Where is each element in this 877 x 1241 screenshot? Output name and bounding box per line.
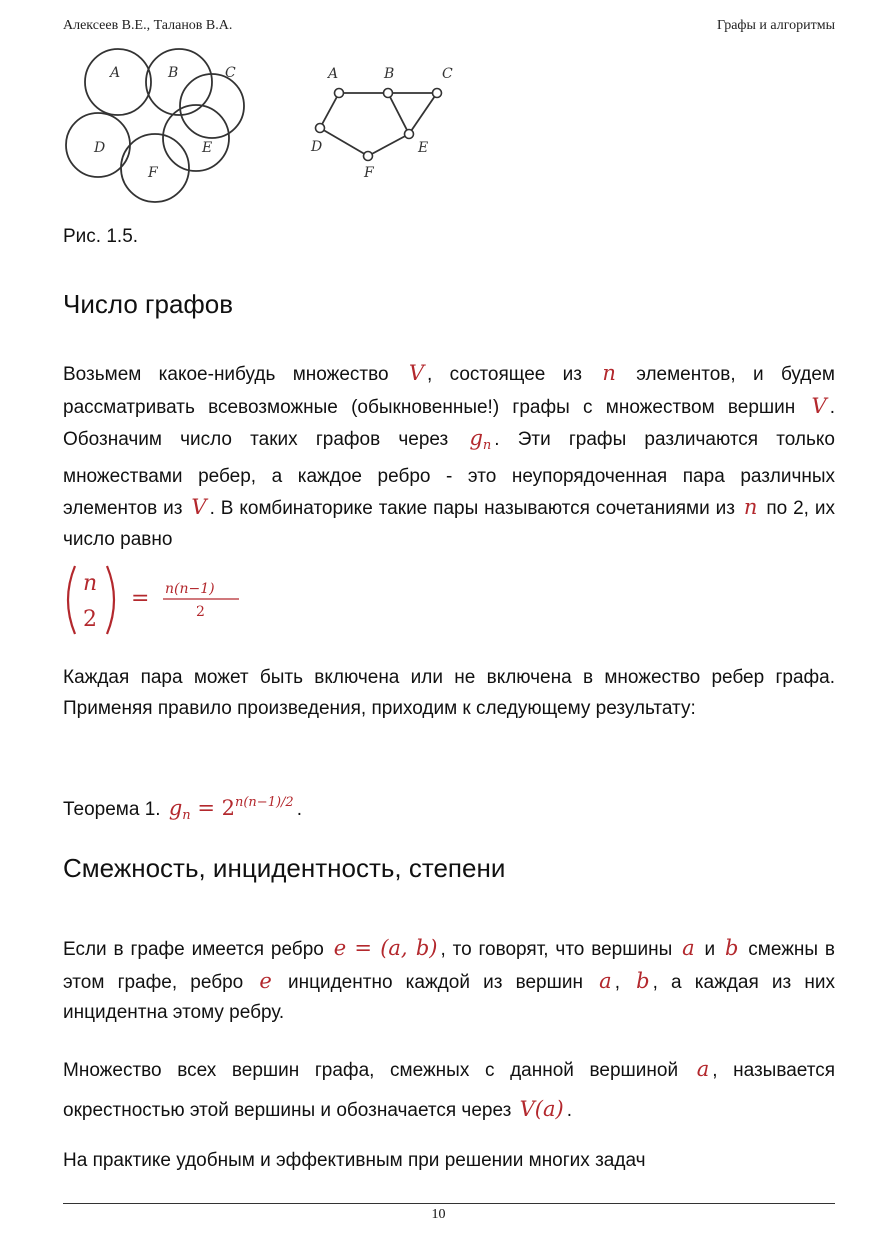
running-header-title: Графы и алгоритмы <box>717 18 835 33</box>
vertex-a <box>335 89 344 98</box>
text-run: Множество всех вершин графа, смежных с данной вершиной <box>63 1060 694 1081</box>
math-v: V <box>811 393 827 418</box>
edge-c-e <box>409 93 437 134</box>
text-run: Возьмем какое-нибудь множество <box>63 364 406 385</box>
math-exponent: n(n−1)/2 <box>234 795 294 810</box>
math-n: n <box>602 361 616 385</box>
text-run: . <box>296 799 302 820</box>
text-run: , <box>614 971 634 993</box>
text-run: элементов, и будем рассматривать всевозможные (обыкновенные!) графы с множеством вершин <box>63 364 835 418</box>
text-run: , то говорят, что вершины <box>440 939 680 960</box>
left-paren <box>68 566 75 634</box>
circles-figure <box>62 40 236 200</box>
text-run: смежны в этом графе, ребро <box>63 939 835 993</box>
circle-label-e: E <box>202 140 213 156</box>
text-run: . Обозначим число таких графов через <box>63 396 835 450</box>
paragraph-adjacency <box>63 933 835 1029</box>
paragraph-practice: На практике удобным и эффективным при решении многих задач <box>63 1150 646 1171</box>
edge-a-d <box>320 93 339 128</box>
footer-divider <box>63 1203 835 1204</box>
theorem-label: Теорема 1. <box>63 799 166 820</box>
vertex-d <box>316 124 325 133</box>
text-run: . Эти графы различаются только множествами ребер, а каждое ребро - это неупорядоченная пара различных элементов из <box>63 429 835 519</box>
section-heading-graph-count: Число графов <box>63 289 234 319</box>
math-gn <box>466 426 494 453</box>
theorem-1 <box>63 786 302 833</box>
math-v: V <box>191 495 207 519</box>
circle-label-c: C <box>225 65 236 81</box>
math-va: V(a) <box>519 1097 564 1121</box>
text-run: . В комбинаторике такие пары называются сочетаниями из <box>209 498 741 519</box>
text-run: . <box>566 1100 572 1121</box>
edge-d-f <box>320 128 368 156</box>
math-b: b <box>636 968 650 993</box>
math-g: g <box>469 426 483 450</box>
vertex-f <box>364 152 373 161</box>
circle-a <box>85 49 151 115</box>
text-run: по 2, их число равно <box>63 498 835 550</box>
math-a: a <box>696 1057 710 1081</box>
fraction-denominator: 2 <box>196 604 205 620</box>
binom-bottom: 2 <box>83 607 97 632</box>
vertex-label-b: B <box>384 66 395 82</box>
figure-caption: Рис. 1.5. <box>63 226 139 247</box>
math-n: n <box>743 495 758 519</box>
math-v: V <box>408 361 425 385</box>
math-a: a <box>599 968 612 993</box>
binomial-formula <box>63 560 263 640</box>
text-run: Если в графе имеется ребро <box>63 939 331 960</box>
paragraph-neighborhood <box>63 1050 835 1130</box>
math-subscript-n: n <box>182 808 191 823</box>
vertex-label-a: A <box>328 66 339 82</box>
text-run: , а каждая из них инцидентна этому ребру. <box>63 971 835 1023</box>
section-heading-adjacency: Смежность, инцидентность, степени <box>63 853 506 883</box>
text-run: , состоящее из <box>427 364 600 385</box>
math-b: b <box>724 936 739 960</box>
right-paren <box>107 566 114 634</box>
equals-sign: = <box>131 586 150 611</box>
vertex-label-c: C <box>442 66 453 82</box>
paragraph-pairs: Каждая пара может быть включена или не включена в множество ребер графа. Применяя правило произведения, приходим к следующему результату: <box>63 667 835 719</box>
theorem-formula <box>166 795 297 823</box>
vertex-e <box>405 130 414 139</box>
paragraph-graph-count <box>63 358 835 555</box>
circle-label-b: B <box>168 65 179 81</box>
math-edge: e = (a, b) <box>333 936 438 960</box>
vertex-label-e: E <box>418 140 429 156</box>
math-g: g <box>168 796 183 820</box>
running-header-authors: Алексеев В.Е., Таланов В.А. <box>63 18 233 33</box>
fraction-numerator: n(n−1) <box>165 581 215 597</box>
math-e: e <box>259 968 272 993</box>
math-subscript-n: n <box>482 438 492 453</box>
edge-b-e <box>388 93 409 134</box>
math-eq-two: = 2 <box>190 796 235 820</box>
vertex-b <box>384 89 393 98</box>
text-run: и <box>697 939 722 960</box>
circle-label-a: A <box>110 65 121 81</box>
edge-e-f <box>368 134 409 156</box>
binom-top: n <box>83 571 98 596</box>
vertex-c <box>433 89 442 98</box>
text-run: , называется окрестностью этой вершины и обозначается через <box>63 1060 835 1121</box>
vertex-label-f: F <box>364 165 374 181</box>
math-a: a <box>682 936 695 960</box>
vertex-label-d: D <box>311 139 323 155</box>
intersection-graph-figure <box>300 58 470 183</box>
page-number: 10 <box>431 1207 446 1222</box>
circle-label-d: D <box>94 140 106 156</box>
text-run: инцидентно каждой из вершин <box>274 971 597 993</box>
circle-label-f: F <box>148 165 158 181</box>
